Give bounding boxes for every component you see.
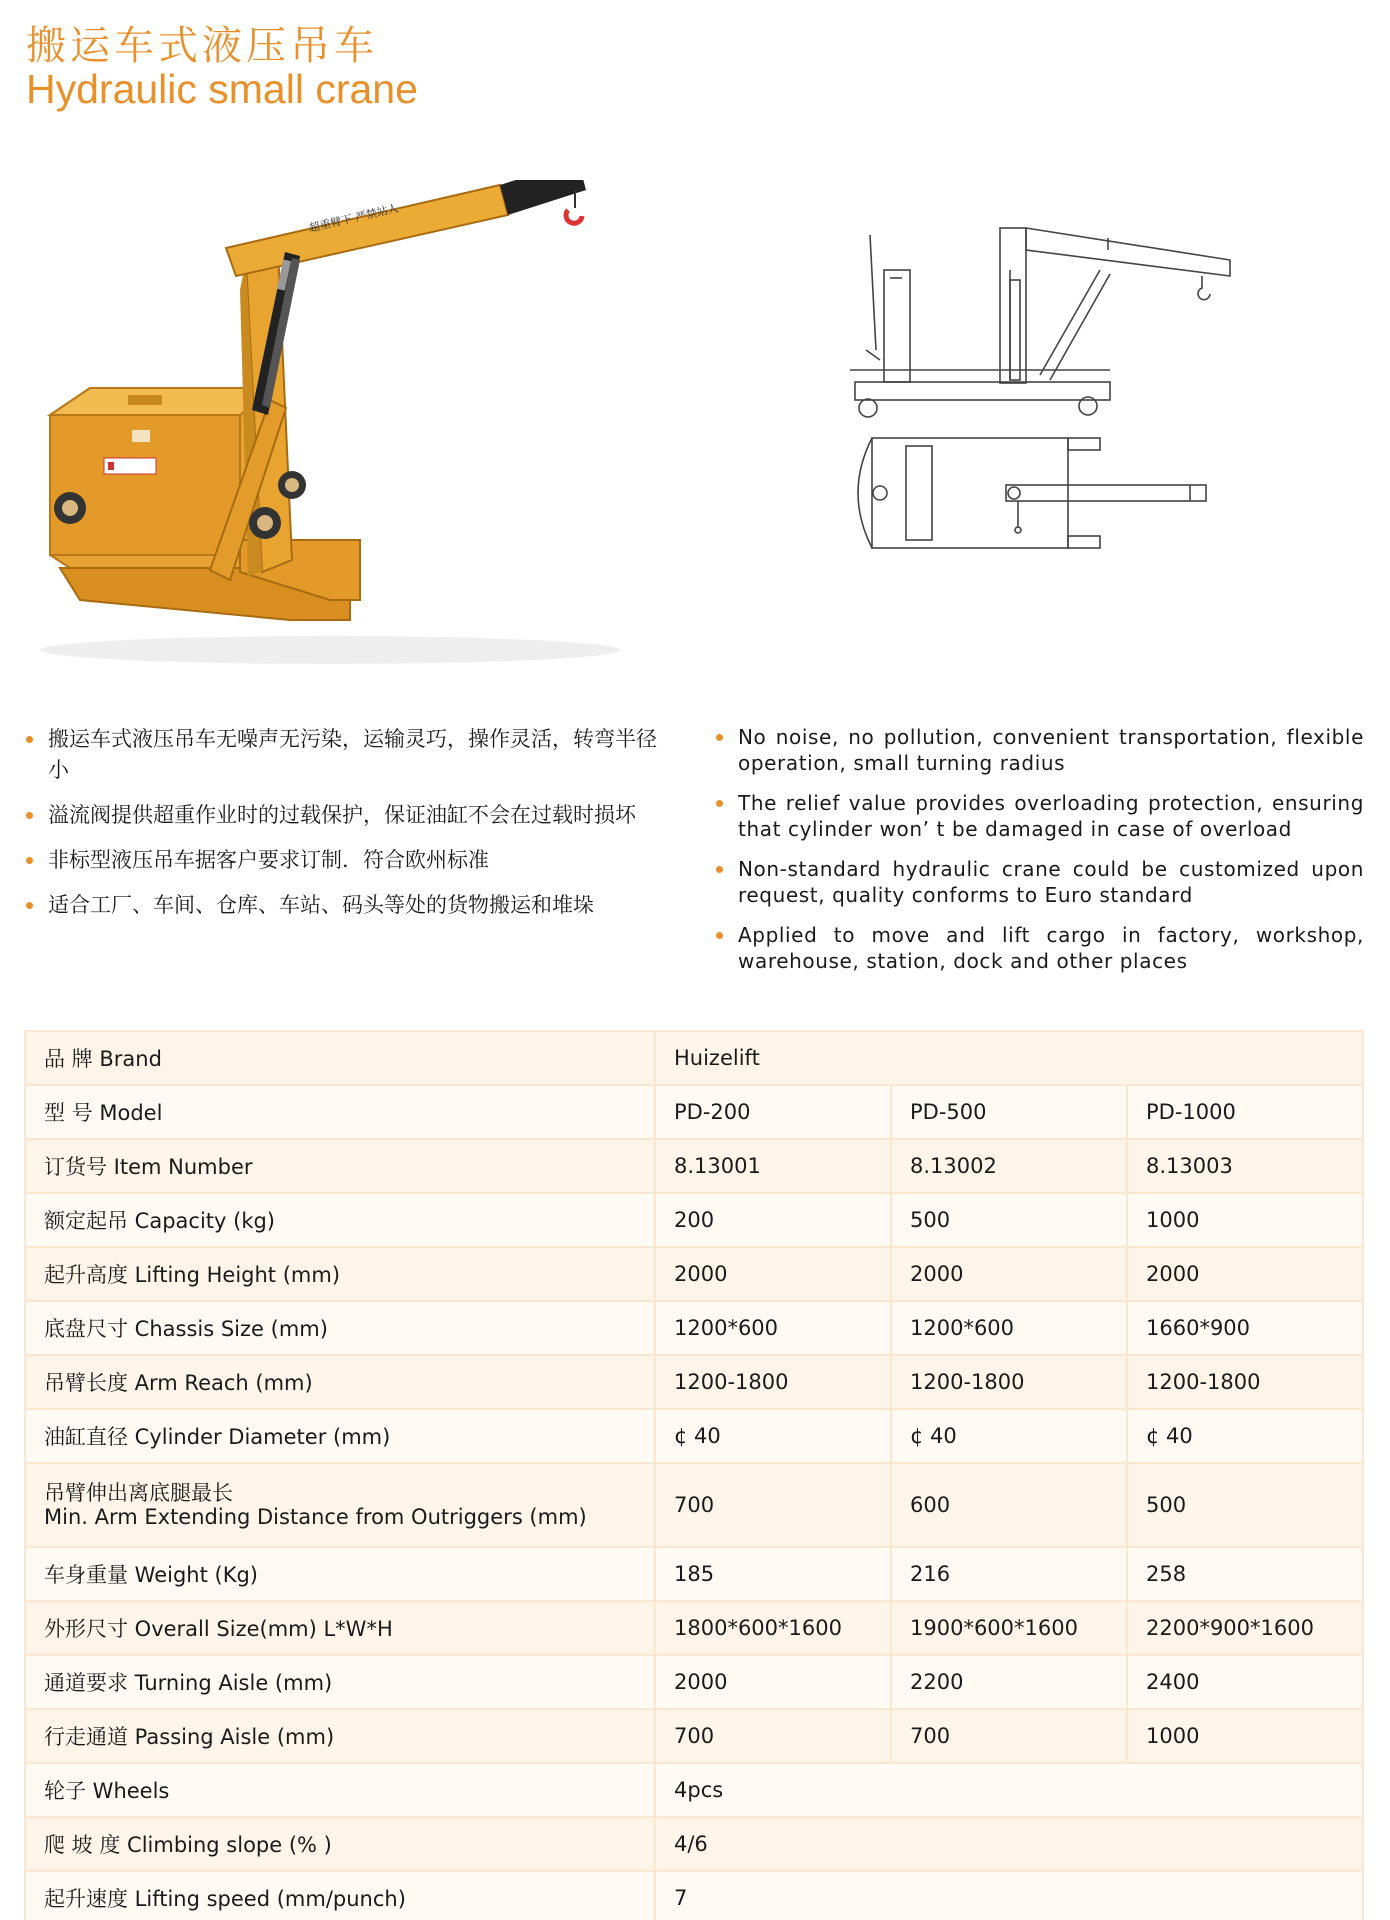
spec-value: 8.13003 [1127, 1139, 1363, 1193]
feature-en-item: No noise, no pollution, convenient transportation, flexible operation, small turning radius [714, 724, 1364, 776]
table-row [25, 1193, 1363, 1247]
spec-value: 1000 [1127, 1709, 1363, 1763]
feature-en-item: Non-standard hydraulic crane could be customized upon request, quality conforms to Euro standard [714, 856, 1364, 908]
spec-value: 2200*900*1600 [1127, 1601, 1363, 1655]
table-row [25, 1547, 1363, 1601]
spec-value: 258 [1127, 1547, 1363, 1601]
table-row [25, 1247, 1363, 1301]
spec-label: 起升高度 Lifting Height (mm) [25, 1247, 655, 1301]
spec-label: 行走通道 Passing Aisle (mm) [25, 1709, 655, 1763]
spec-label-zh: 吊臂伸出离底腿最长 [44, 1481, 233, 1505]
spec-label: 爬 坡 度 Climbing slope (% ) [25, 1817, 655, 1871]
spec-value: 4/6 [655, 1817, 1363, 1871]
spec-value: 1900*600*1600 [891, 1601, 1127, 1655]
side-view-drawing [850, 228, 1230, 417]
table-row [25, 1871, 1363, 1920]
spec-value: 700 [655, 1463, 891, 1547]
spec-value: 700 [655, 1709, 891, 1763]
spec-value: 8.13002 [891, 1139, 1127, 1193]
table-row [25, 1817, 1363, 1871]
spec-label: 品 牌 Brand [25, 1031, 655, 1085]
feature-zh-item: 非标型液压吊车据客户要求订制．符合欧州标准 [24, 845, 674, 876]
spec-value: 1200*600 [891, 1301, 1127, 1355]
table-row [25, 1655, 1363, 1709]
spec-label: 订货号 Item Number [25, 1139, 655, 1193]
spec-value: ¢ 40 [655, 1409, 891, 1463]
table-row [25, 1409, 1363, 1463]
spec-value: 700 [891, 1709, 1127, 1763]
spec-value: Huizelift [655, 1031, 1363, 1085]
top-view-drawing [858, 438, 1206, 548]
feature-zh-item: 溢流阀提供超重作业时的过载保护，保证油缸不会在过载时损坏 [24, 800, 674, 831]
spec-value: PD-500 [891, 1085, 1127, 1139]
spec-label: 油缸直径 Cylinder Diameter (mm) [25, 1409, 655, 1463]
spec-value: 1200-1800 [655, 1355, 891, 1409]
crane-photo [30, 180, 720, 680]
page-title-zh: 搬运车式液压吊车 [26, 23, 378, 69]
spec-value: PD-200 [655, 1085, 891, 1139]
spec-label-en: Min. Arm Extending Distance from Outriggers (mm) [44, 1505, 587, 1529]
wheel-icon [278, 471, 306, 499]
spec-value: ¢ 40 [1127, 1409, 1363, 1463]
spec-value: 2000 [655, 1247, 891, 1301]
boom-warning-text: 超重臂下 严禁站人 [307, 201, 400, 235]
spec-table [24, 1030, 1364, 1920]
spec-value: 600 [891, 1463, 1127, 1547]
table-row [25, 1355, 1363, 1409]
spec-value: 7 [655, 1871, 1363, 1920]
spec-value: ¢ 40 [891, 1409, 1127, 1463]
table-row [25, 1085, 1363, 1139]
table-row [25, 1463, 1363, 1547]
table-row [25, 1031, 1363, 1085]
spec-value: 500 [1127, 1463, 1363, 1547]
wheel-icon [54, 492, 86, 524]
spec-value: 2000 [1127, 1247, 1363, 1301]
spec-label: 起升速度 Lifting speed (mm/punch) [25, 1871, 655, 1920]
spec-value: PD-1000 [1127, 1085, 1363, 1139]
spec-label: 底盘尺寸 Chassis Size (mm) [25, 1301, 655, 1355]
feature-zh-item: 适合工厂、车间、仓库、车站、码头等处的货物搬运和堆垛 [24, 890, 674, 921]
spec-value: 8.13001 [655, 1139, 891, 1193]
table-row [25, 1139, 1363, 1193]
feature-en-item: The relief value provides overloading protection, ensuring that cylinder won’ t be damaged in case of overload [714, 790, 1364, 842]
table-row [25, 1763, 1363, 1817]
crane-technical-drawing [810, 210, 1260, 650]
spec-value: 1000 [1127, 1193, 1363, 1247]
spec-value: 2000 [891, 1247, 1127, 1301]
table-row [25, 1709, 1363, 1763]
spec-label: 型 号 Model [25, 1085, 655, 1139]
features-zh [24, 724, 674, 935]
spec-label: 通道要求 Turning Aisle (mm) [25, 1655, 655, 1709]
table-row [25, 1601, 1363, 1655]
table-row [25, 1301, 1363, 1355]
spec-value: 500 [891, 1193, 1127, 1247]
spec-label: 额定起吊 Capacity (kg) [25, 1193, 655, 1247]
spec-value: 1200-1800 [1127, 1355, 1363, 1409]
spec-value: 1800*600*1600 [655, 1601, 891, 1655]
spec-label: 轮子 Wheels [25, 1763, 655, 1817]
spec-value: 1660*900 [1127, 1301, 1363, 1355]
page-title-en: Hydraulic small crane [26, 66, 418, 112]
spec-value: 1200-1800 [891, 1355, 1127, 1409]
feature-en-item: Applied to move and lift cargo in factory, workshop, warehouse, station, dock and other places [714, 922, 1364, 974]
spec-value: 1200*600 [655, 1301, 891, 1355]
spec-label: 吊臂长度 Arm Reach (mm) [25, 1355, 655, 1409]
wheel-icon [249, 507, 281, 539]
spec-value: 4pcs [655, 1763, 1363, 1817]
spec-value: 185 [655, 1547, 891, 1601]
spec-value: 2000 [655, 1655, 891, 1709]
spec-label: 车身重量 Weight (Kg) [25, 1547, 655, 1601]
spec-label: 外形尺寸 Overall Size(mm) L*W*H [25, 1601, 655, 1655]
spec-value: 2400 [1127, 1655, 1363, 1709]
feature-zh-item: 搬运车式液压吊车无噪声无污染，运输灵巧，操作灵活，转弯半径小 [24, 724, 674, 786]
features-en [714, 724, 1364, 988]
spec-value: 216 [891, 1547, 1127, 1601]
spec-label [25, 1463, 655, 1547]
spec-value: 2200 [891, 1655, 1127, 1709]
spec-value: 200 [655, 1193, 891, 1247]
